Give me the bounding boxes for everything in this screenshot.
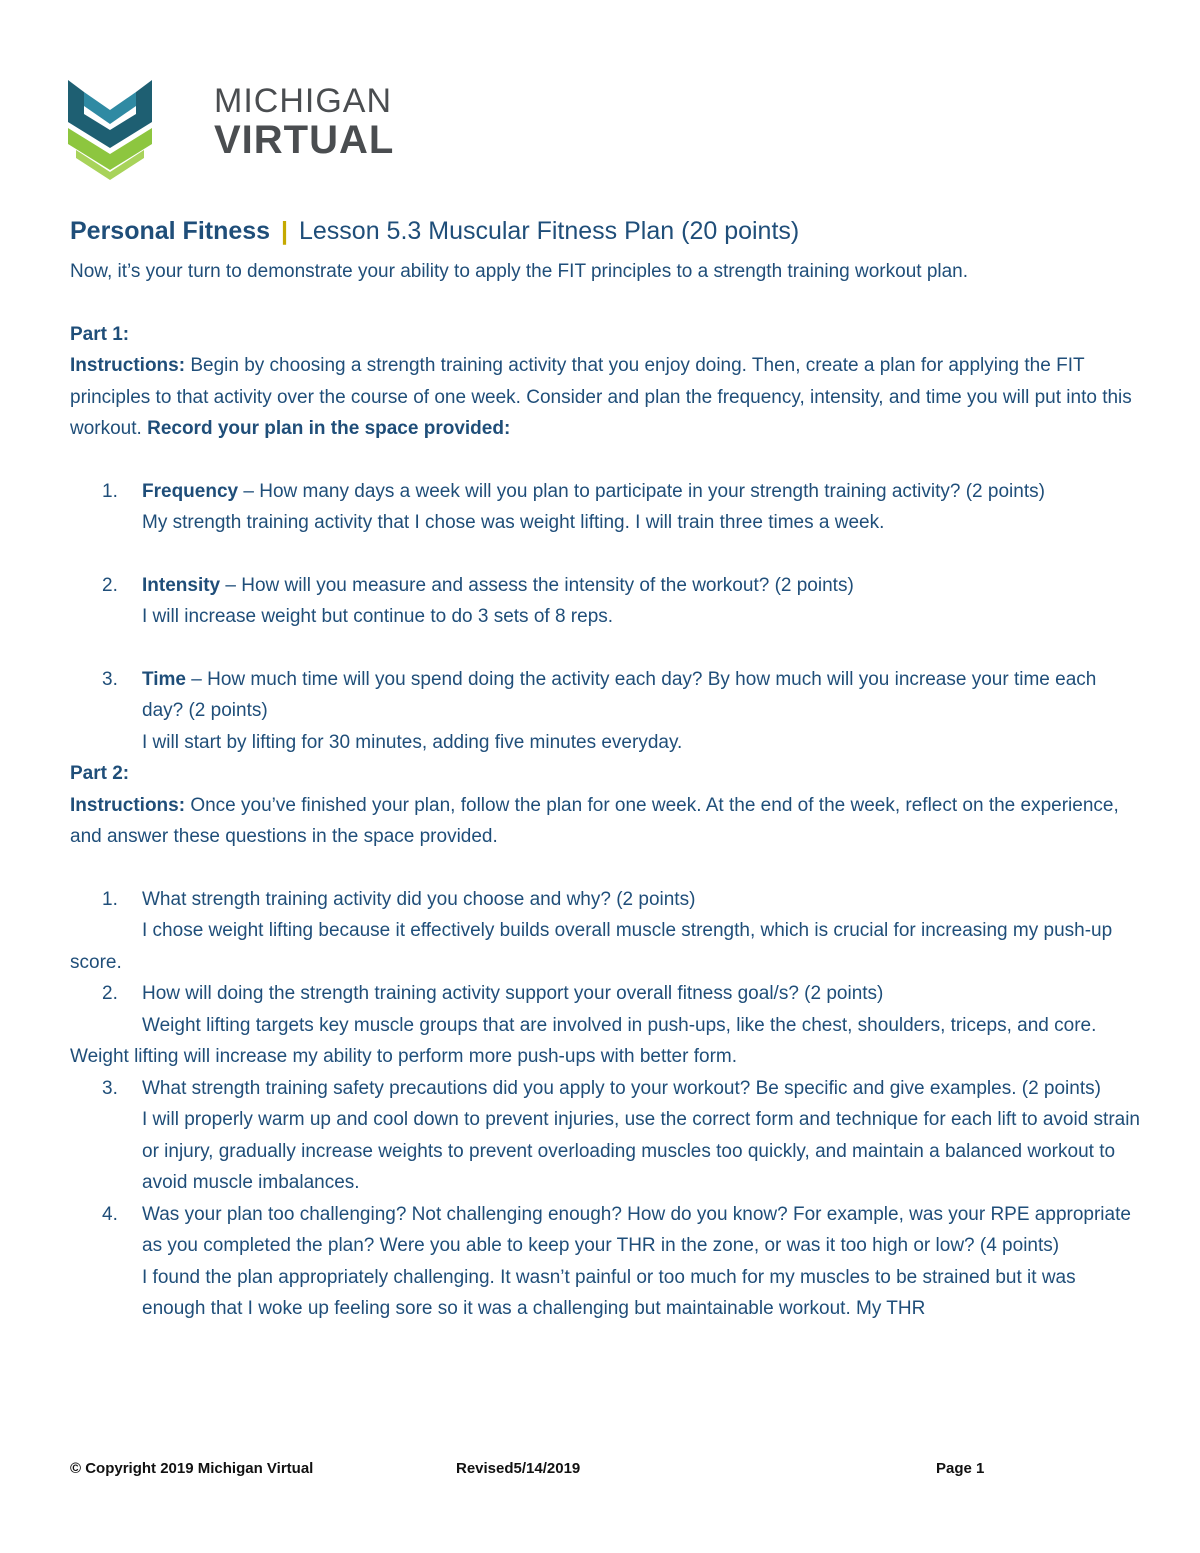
item-answer: I will properly warm up and cool down to prevent injuries, use the correct form and technique for each lift to avoid strain or injury, gradually increase weights to prevent overloading muscles too quickly, and maintain a balanced workout to avoid muscle imbalances. xyxy=(142,1109,1141,1193)
lesson-title: Lesson 5.3 Muscular Fitness Plan (20 points) xyxy=(298,217,800,245)
item-number: 2. xyxy=(102,574,118,596)
logo-m-chevron-icon xyxy=(68,70,152,182)
title-separator: | xyxy=(281,217,289,245)
part1-item-intensity xyxy=(70,570,1140,633)
part2-item-4 xyxy=(70,1199,1140,1325)
part1-item-time xyxy=(70,664,1140,759)
document-body xyxy=(70,256,1140,1325)
footer-page-number: Page 1 xyxy=(936,1460,985,1477)
part1-instructions xyxy=(70,350,1140,445)
item-question: – How will you measure and assess the intensity of the workout? (2 points) xyxy=(220,574,854,596)
footer-copyright: © Copyright 2019 Michigan Virtual xyxy=(70,1460,314,1477)
item-answer: I will increase weight but continue to do 3 sets of 8 reps. xyxy=(142,606,614,627)
item-question: What strength training safety precautions did you apply to your workout? Be specific and give examples. (2 points) xyxy=(142,1077,1101,1099)
item-question: Was your plan too challenging? Not challenging enough? How do you know? For example, was your RPE appropriate as you completed the plan? Were you able to keep your THR in the zone, or was it too high or low? (4 points) xyxy=(142,1203,1131,1256)
item-label: Intensity xyxy=(142,574,221,596)
item-number: 3. xyxy=(102,1077,118,1099)
item-answer: My strength training activity that I chose was weight lifting. I will train three times a week. xyxy=(142,512,885,533)
item-number: 1. xyxy=(102,480,118,502)
footer-revised: Revised5/14/2019 xyxy=(456,1460,581,1477)
page-title xyxy=(70,217,799,246)
part1-instructions-label: Instructions: xyxy=(70,355,186,376)
item-answer: Weight lifting targets key muscle groups that are involved in push-ups, like the chest, shoulders, triceps, and core. Weight lifting will increase my ability to perform more push-ups with better form. xyxy=(70,1014,1097,1067)
item-label: Time xyxy=(142,668,187,690)
item-number: 1. xyxy=(102,888,118,910)
michigan-virtual-logo xyxy=(68,70,395,182)
item-label: Frequency xyxy=(142,480,239,502)
item-number: 3. xyxy=(102,668,118,690)
part1-heading: Part 1: xyxy=(70,323,130,345)
part1-instructions-text: Begin by choosing a strength training activity that you enjoy doing. Then, create a plan for applying the FIT principles to that activity over the course of one week. Consider and plan the frequency, intensity, and time you will put into this workout. xyxy=(70,355,1132,439)
part2-instructions-text: Once you’ve finished your plan, follow the plan for one week. At the end of the week, reflect on the experience, and answer these questions in the space provided. xyxy=(70,794,1119,847)
part2-item-3 xyxy=(70,1073,1140,1199)
part2-instructions xyxy=(70,790,1140,853)
logo-virtual-text: VIRTUAL xyxy=(214,118,395,162)
logo-michigan-text: MICHIGAN xyxy=(214,82,392,120)
part2-item-2 xyxy=(70,978,1140,1010)
item-question: What strength training activity did you choose and why? (2 points) xyxy=(142,888,696,910)
item-question: – How much time will you spend doing the activity each day? By how much will you increase your time each day? (2 points) xyxy=(142,668,1097,721)
course-name: Personal Fitness xyxy=(70,217,271,245)
item-number: 4. xyxy=(102,1203,118,1225)
part2-item-1 xyxy=(70,884,1140,916)
item-number: 2. xyxy=(102,983,118,1004)
part1-item-frequency xyxy=(70,476,1140,539)
part1-instructions-bold: Record your plan in the space provided: xyxy=(147,418,511,439)
part2-heading: Part 2: xyxy=(70,763,130,784)
item-answer: I will start by lifting for 30 minutes, adding five minutes everyday. xyxy=(142,731,683,753)
part2-instructions-label: Instructions: xyxy=(70,794,186,816)
item-answer: I found the plan appropriately challenging. It wasn’t painful or too much for my muscles to be strained but it was enough that I woke up feeling sore so it was a challenging but maintainable workout. My THR xyxy=(142,1266,1076,1319)
item-answer: I chose weight lifting because it effectively builds overall muscle strength, which is crucial for increasing my push-up score. xyxy=(70,920,1113,973)
item-question: – How many days a week will you plan to participate in your strength training activity? (2 points) xyxy=(238,480,1045,502)
intro-text: Now, it’s your turn to demonstrate your ability to apply the FIT principles to a strength training workout plan. xyxy=(70,261,969,282)
item-question: How will doing the strength training activity support your overall fitness goal/s? (2 points) xyxy=(142,983,884,1004)
